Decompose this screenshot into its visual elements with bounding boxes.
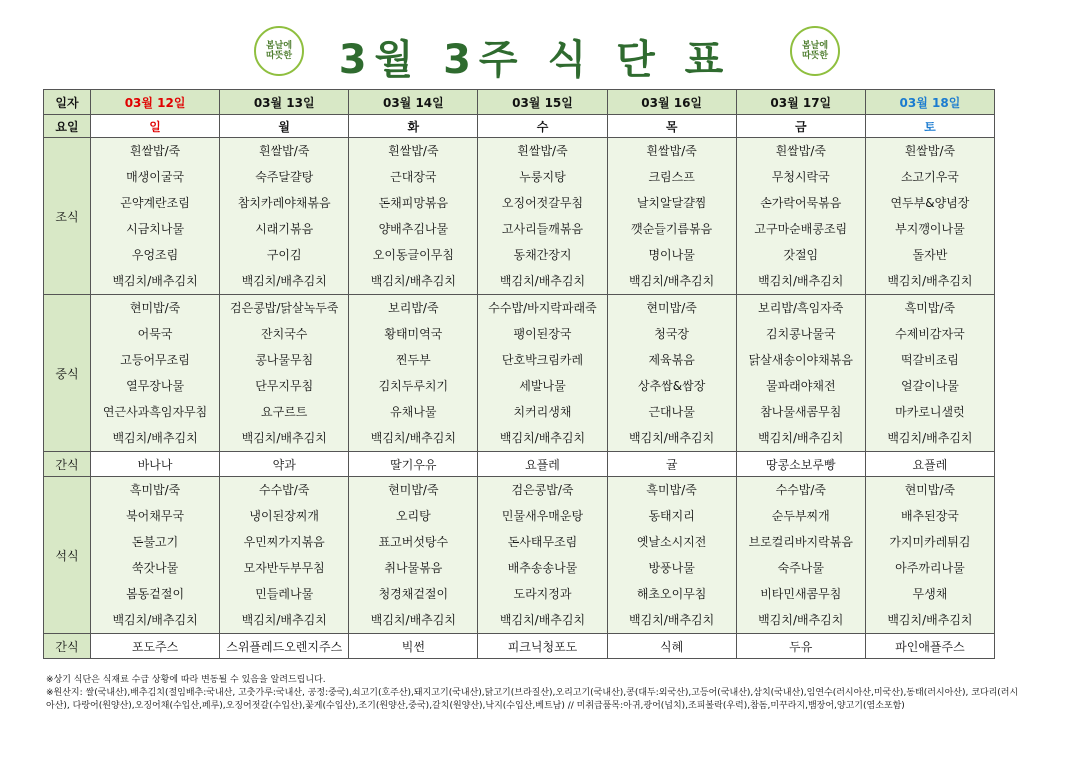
menu-item: 황태미역국 — [384, 327, 443, 341]
day-cell: 토 — [865, 115, 994, 138]
menu-item: 곤약계란조림 — [120, 196, 190, 210]
menu-item: 백김치/배추김치 — [758, 431, 844, 445]
menu-item: 흑미밥/죽 — [904, 301, 956, 315]
dinner-cell-list — [478, 477, 606, 633]
menu-item: 가지미카레튀김 — [889, 535, 971, 549]
menu-item: 민물새우매운탕 — [501, 509, 584, 523]
menu-item: 팽이된장국 — [513, 327, 572, 341]
logo-left — [254, 26, 304, 76]
lunch-cell — [865, 295, 994, 452]
menu-item: 부지깽이나물 — [895, 222, 965, 236]
menu-item: 백김치/배추김치 — [887, 431, 973, 445]
snack-cell: 딸기우유 — [349, 452, 478, 477]
breakfast-row — [44, 138, 995, 295]
menu-item: 수수밥/죽 — [259, 483, 310, 497]
menu-item: 치커리생채 — [513, 405, 572, 419]
lunch-cell-list — [478, 295, 606, 451]
day-cell: 월 — [220, 115, 349, 138]
breakfast-cell-list — [866, 138, 994, 294]
menu-item: 백김치/배추김치 — [241, 431, 327, 445]
date-row — [44, 90, 995, 115]
breakfast-cell-list — [478, 138, 606, 294]
dinner-cell — [607, 477, 736, 634]
menu-item: 백김치/배추김치 — [112, 274, 198, 288]
menu-item: 현미밥/죽 — [646, 301, 697, 315]
menu-item: 단무지무침 — [255, 379, 314, 393]
day-cell: 화 — [349, 115, 478, 138]
menu-item: 백김치/배추김치 — [241, 613, 327, 627]
breakfast-cell — [478, 138, 607, 295]
menu-item: 백김치/배추김치 — [758, 613, 844, 627]
menu-item: 백김치/배추김치 — [499, 613, 586, 627]
menu-item: 백김치/배추김치 — [112, 613, 198, 627]
menu-item: 백김치/배추김치 — [370, 274, 456, 288]
lunch-cell — [478, 295, 607, 452]
menu-item: 백김치/배추김치 — [499, 431, 586, 445]
snack-cell: 약과 — [220, 452, 349, 477]
date-cell: 03월 18일 — [865, 90, 994, 115]
snack-cell: 요플레 — [865, 452, 994, 477]
menu-item: 동채간장지 — [513, 248, 572, 262]
menu-item: 무청시락국 — [771, 170, 830, 184]
day-cell: 목 — [607, 115, 736, 138]
breakfast-cell-list — [349, 138, 477, 294]
lunch-cell-list — [608, 295, 736, 451]
menu-item: 방풍나물 — [648, 561, 695, 575]
dinner-cell-list — [608, 477, 736, 633]
logo-right — [790, 26, 840, 76]
snack2-cell: 식혜 — [607, 634, 736, 659]
menu-item: 백김치/배추김치 — [629, 431, 715, 445]
menu-item: 고사리들깨볶음 — [501, 222, 584, 236]
menu-item: 돌자반 — [912, 248, 948, 262]
snack2-cell: 빅썬 — [349, 634, 478, 659]
breakfast-cell — [736, 138, 865, 295]
menu-item: 흰쌀밥/죽 — [775, 144, 826, 158]
menu-item: 흰쌀밥/죽 — [904, 144, 956, 158]
dinner-cell — [349, 477, 478, 634]
menu-item: 흰쌀밥/죽 — [517, 144, 568, 158]
menu-item: 시금치나물 — [126, 222, 185, 236]
menu-item: 단호박크림카레 — [501, 353, 584, 367]
notes — [46, 674, 1026, 713]
menu-item: 잔치국수 — [261, 327, 308, 341]
menu-item: 흰쌀밥/죽 — [646, 144, 697, 158]
breakfast-cell-list — [220, 138, 348, 294]
menu-item: 숙주나물 — [777, 561, 824, 575]
menu-item: 수수밥/바지락파래죽 — [488, 301, 597, 315]
menu-item: 백김치/배추김치 — [887, 274, 973, 288]
lunch-cell-list — [349, 295, 477, 451]
dinner-label: 석식 — [44, 477, 91, 634]
menu-item: 흰쌀밥/죽 — [259, 144, 310, 158]
menu-item: 참치카레야채볶음 — [237, 196, 331, 210]
menu-item: 모자반두부무침 — [243, 561, 325, 575]
snack-cell: 땅콩소보루빵 — [736, 452, 865, 477]
menu-item: 동태지리 — [648, 509, 695, 523]
menu-item: 크림스프 — [648, 170, 695, 184]
dinner-cell — [736, 477, 865, 634]
menu-item: 배추송송나물 — [507, 561, 578, 575]
menu-item: 고구마순배콩조림 — [754, 222, 848, 236]
menu-item: 흑미밥/죽 — [646, 483, 697, 497]
menu-item: 떡갈비조림 — [900, 353, 959, 367]
menu-item: 흑미밥/죽 — [129, 483, 181, 497]
menu-item: 손가락어묵볶음 — [760, 196, 842, 210]
snack-cell: 귤 — [607, 452, 736, 477]
dinner-cell-list — [737, 477, 865, 633]
lunch-cell — [607, 295, 736, 452]
menu-item: 수수밥/죽 — [775, 483, 826, 497]
snack-row — [44, 452, 995, 477]
menu-item: 검은콩밥/닭살녹두죽 — [230, 301, 339, 315]
menu-item: 배추된장국 — [900, 509, 959, 523]
menu-item: 소고기우국 — [900, 170, 959, 184]
breakfast-cell-list — [737, 138, 865, 294]
day-row — [44, 115, 995, 138]
breakfast-label: 조식 — [44, 138, 91, 295]
breakfast-cell-list — [91, 138, 219, 294]
dinner-row — [44, 477, 995, 634]
dinner-cell — [220, 477, 349, 634]
menu-item: 백김치/배추김치 — [241, 274, 327, 288]
snack2-label: 간식 — [44, 634, 91, 659]
menu-item: 근대장국 — [390, 170, 437, 184]
day-cell: 일 — [91, 115, 220, 138]
lunch-cell-list — [737, 295, 865, 451]
menu-item: 오징어젓갈무침 — [501, 196, 584, 210]
menu-item: 누룽지탕 — [519, 170, 566, 184]
menu-item: 현미밥/죽 — [129, 301, 181, 315]
breakfast-cell — [220, 138, 349, 295]
menu-item: 취나물볶음 — [384, 561, 443, 575]
menu-item: 무생채 — [912, 587, 948, 601]
menu-item: 세발나물 — [519, 379, 566, 393]
lunch-cell-list — [91, 295, 219, 451]
date-label: 일자 — [44, 90, 91, 115]
menu-item: 참나물새콤무침 — [760, 405, 842, 419]
menu-item: 시래기볶음 — [255, 222, 314, 236]
menu-item: 양배추김나물 — [378, 222, 449, 236]
menu-item: 비타민새콤무침 — [760, 587, 842, 601]
menu-item: 돈채피망볶음 — [378, 196, 449, 210]
menu-item: 연두부&양념장 — [890, 196, 970, 210]
menu-item: 김치두루치기 — [378, 379, 449, 393]
menu-item: 청경채겉절이 — [378, 587, 449, 601]
menu-item: 민들레나물 — [255, 587, 314, 601]
menu-item: 상추쌈&쌈장 — [637, 379, 706, 393]
menu-item: 냉이된장찌개 — [249, 509, 319, 523]
menu-item: 백김치/배추김치 — [112, 431, 198, 445]
menu-item: 백김치/배추김치 — [370, 431, 456, 445]
breakfast-cell-list — [608, 138, 736, 294]
snack-cell: 바나나 — [91, 452, 220, 477]
menu-table — [43, 89, 995, 659]
snack2-cell: 파인애플주스 — [865, 634, 994, 659]
date-cell: 03월 17일 — [736, 90, 865, 115]
menu-item: 고등어무조림 — [120, 353, 190, 367]
notes-line2: ※원산지: 쌀(국내산),배추김치(절임배추:국내산, 고춧가루:국내산, 공정:중국),쇠고기(호주산),돼지고기(국내산),닭고기(브라질산),오리고기(국내산),콩(대두:외국산),고등어(국내산),삼치(국내산),임연수(러시아산,미국산),동태(러시아산), 코다리(러시아산), 다랑어(원양산),오징어채(수입산,페루),오징어젓갈(수입산),꽃게(수입산),조기(원양산,중국),갈치(원양산),낙지(수입산,베트남) // 미취급품목:아귀,광어(넙치),조피볼락(우럭),참돔,미꾸라지,뱀장어,양고기(염소포함) — [46, 688, 1019, 711]
menu-item: 수제비감자국 — [895, 327, 965, 341]
menu-item: 연근사과흑임자무침 — [102, 405, 208, 419]
menu-item: 옛날소시지전 — [636, 535, 707, 549]
breakfast-cell — [865, 138, 994, 295]
menu-item: 우엉조림 — [131, 248, 179, 262]
notes-line1: ※상기 식단은 식재료 수급 상황에 따라 변동될 수 있음을 알려드립니다. — [46, 675, 326, 685]
menu-item: 백김치/배추김치 — [758, 274, 844, 288]
day-cell: 수 — [478, 115, 607, 138]
menu-item: 순두부찌개 — [771, 509, 830, 523]
lunch-cell — [736, 295, 865, 452]
menu-item: 현미밥/죽 — [388, 483, 439, 497]
snack2-cell: 두유 — [736, 634, 865, 659]
lunch-cell — [349, 295, 478, 452]
menu-item: 돈불고기 — [131, 535, 179, 549]
menu-item: 물파래야채전 — [765, 379, 836, 393]
menu-item: 흰쌀밥/죽 — [388, 144, 439, 158]
menu-item: 보리밥/흑임자죽 — [758, 301, 844, 315]
menu-item: 요구르트 — [261, 405, 308, 419]
menu-item: 김치콩나물국 — [765, 327, 836, 341]
menu-item: 표고버섯탕수 — [378, 535, 449, 549]
menu-item: 갓절임 — [783, 248, 819, 262]
day-cell: 금 — [736, 115, 865, 138]
menu-item: 매생이굴국 — [126, 170, 185, 184]
menu-item: 날치알달걀찜 — [636, 196, 707, 210]
breakfast-cell — [91, 138, 220, 295]
menu-item: 아주까리나물 — [895, 561, 965, 575]
menu-item: 검은콩밥/죽 — [511, 483, 574, 497]
snack2-row — [44, 634, 995, 659]
menu-item: 쑥갓나물 — [131, 561, 179, 575]
menu-item: 명이나물 — [648, 248, 695, 262]
snack2-cell: 피크닉청포도 — [478, 634, 607, 659]
lunch-cell — [91, 295, 220, 452]
menu-item: 백김치/배추김치 — [887, 613, 973, 627]
menu-item: 흰쌀밥/죽 — [129, 144, 181, 158]
menu-item: 해초오이무침 — [636, 587, 707, 601]
menu-item: 브로컬리바지락볶음 — [748, 535, 853, 549]
menu-item: 현미밥/죽 — [904, 483, 956, 497]
date-cell: 03월 16일 — [607, 90, 736, 115]
date-cell: 03월 15일 — [478, 90, 607, 115]
menu-item: 청국장 — [654, 327, 690, 341]
lunch-cell — [220, 295, 349, 452]
menu-item: 제육볶음 — [648, 353, 695, 367]
dinner-cell-list — [866, 477, 994, 633]
logo-text: 봄날에 따뜻한 — [265, 41, 293, 61]
menu-item: 숙주달걀탕 — [255, 170, 314, 184]
menu-item: 백김치/배추김치 — [629, 274, 715, 288]
snack2-cell: 스위플레드오렌지주스 — [220, 634, 349, 659]
menu-item: 백김치/배추김치 — [499, 274, 586, 288]
day-label: 요일 — [44, 115, 91, 138]
menu-item: 구이김 — [266, 248, 302, 262]
menu-item: 도라지정과 — [513, 587, 572, 601]
menu-item: 오리탕 — [395, 509, 431, 523]
breakfast-cell — [349, 138, 478, 295]
menu-item: 콩나물무침 — [255, 353, 314, 367]
menu-item: 얼갈이나물 — [900, 379, 959, 393]
menu-item: 어묵국 — [137, 327, 173, 341]
logo-text: 봄날에 따뜻한 — [801, 41, 829, 61]
lunch-cell-list — [866, 295, 994, 451]
date-cell: 03월 12일 — [91, 90, 220, 115]
dinner-cell-list — [349, 477, 477, 633]
breakfast-cell — [607, 138, 736, 295]
menu-item: 유채나물 — [390, 405, 437, 419]
menu-item: 백김치/배추김치 — [370, 613, 456, 627]
menu-item: 찐두부 — [395, 353, 431, 367]
dinner-cell-list — [91, 477, 219, 633]
dinner-cell-list — [220, 477, 348, 633]
dinner-cell — [91, 477, 220, 634]
menu-item: 마카로니샐럿 — [895, 405, 965, 419]
date-cell: 03월 13일 — [220, 90, 349, 115]
page-title: 3월 3주 식 단 표 — [338, 37, 732, 83]
menu-item: 오이동글이무침 — [372, 248, 454, 262]
menu-item: 북어채무국 — [126, 509, 185, 523]
lunch-cell-list — [220, 295, 348, 451]
lunch-label: 중식 — [44, 295, 91, 452]
menu-item: 봄동겉절이 — [126, 587, 185, 601]
dinner-cell — [478, 477, 607, 634]
snack-cell: 요플레 — [478, 452, 607, 477]
menu-item: 닭살새송이야채볶음 — [748, 353, 853, 367]
dinner-cell — [865, 477, 994, 634]
snack2-cell: 포도주스 — [91, 634, 220, 659]
menu-item: 우민찌가지볶음 — [243, 535, 325, 549]
menu-item: 보리밥/죽 — [388, 301, 439, 315]
lunch-row — [44, 295, 995, 452]
menu-item: 깻순들기름볶음 — [631, 222, 713, 236]
menu-item: 돈사태무조림 — [507, 535, 578, 549]
date-cell: 03월 14일 — [349, 90, 478, 115]
snack-label: 간식 — [44, 452, 91, 477]
menu-item: 열무장나물 — [126, 379, 185, 393]
menu-item: 백김치/배추김치 — [629, 613, 715, 627]
menu-item: 근대나물 — [648, 405, 695, 419]
